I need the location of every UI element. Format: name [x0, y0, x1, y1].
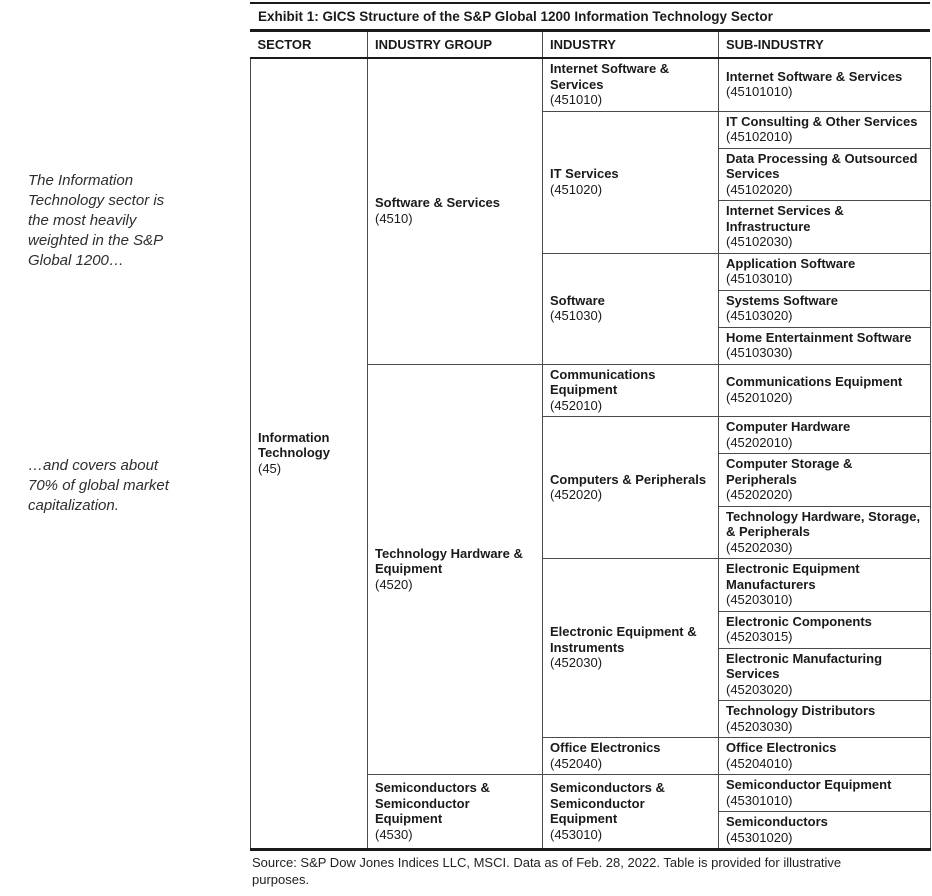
- sub-industry-cell-name: Technology Distributors: [726, 703, 876, 718]
- industry-cell-code: (452020): [550, 487, 603, 502]
- column-header-industry: INDUSTRY: [543, 32, 719, 58]
- industry-group-cell-name: Software & Services: [375, 195, 501, 211]
- industry-cell-name: Software: [550, 292, 605, 308]
- sub-industry-cell-name: Computer Hardware: [726, 419, 851, 434]
- sub-industry-cell: [719, 559, 931, 612]
- industry-group-cell: [368, 775, 543, 850]
- industry-cell: [543, 775, 719, 850]
- sub-industry-cell: [719, 327, 931, 364]
- sub-industry-cell: [719, 454, 931, 507]
- sub-industry-cell-name: Electronic Components: [726, 613, 872, 629]
- sub-industry-cell-name: Office Electronics: [726, 740, 837, 755]
- sub-industry-cell-code: (45102020): [726, 181, 793, 197]
- sub-industry-cell: [719, 738, 931, 775]
- sub-industry-cell-code: (45203010): [726, 592, 793, 607]
- sub-industry-cell-name: Home Entertainment Software: [726, 329, 912, 345]
- sub-industry-cell-code: (45203015): [726, 629, 793, 644]
- sub-industry-cell-code: (45102030): [726, 234, 793, 249]
- sub-industry-cell-code: (45102010): [726, 129, 793, 144]
- header-row: [251, 32, 931, 58]
- table-row: [251, 58, 931, 111]
- sub-industry-cell-code: (45301010): [726, 792, 793, 808]
- industry-cell: [543, 417, 719, 559]
- sub-industry-cell-name: IT Consulting & Other Services: [726, 113, 918, 129]
- sub-industry-cell-name: Internet Services & Infrastructure: [726, 203, 844, 234]
- sub-industry-cell-name: Electronic Manufacturing Services: [726, 650, 883, 681]
- sub-industry-cell-name: Semiconductors: [726, 814, 828, 829]
- sub-industry-cell-name: Systems Software: [726, 292, 838, 308]
- sub-industry-cell-name: Application Software: [726, 255, 856, 271]
- sub-industry-cell: [719, 775, 931, 812]
- gics-table-body: [251, 58, 931, 850]
- industry-cell-name: IT Services: [550, 166, 619, 181]
- sub-industry-cell: [719, 417, 931, 454]
- industry-cell: [543, 738, 719, 775]
- industry-group-cell-name: Technology Hardware & Equipment: [375, 545, 523, 576]
- column-header-industry-group: INDUSTRY GROUP: [368, 32, 543, 58]
- industry-group-cell-code: (4520): [375, 576, 413, 592]
- exhibit-1: [250, 2, 930, 888]
- industry-group-cell-code: (4510): [375, 210, 413, 226]
- industry-cell-code: (451020): [550, 181, 603, 197]
- sub-industry-cell: [719, 290, 931, 327]
- sub-industry-cell-name: Technology Hardware, Storage, & Peripherals: [726, 508, 921, 539]
- sub-industry-cell: [719, 701, 931, 738]
- industry-cell: [543, 253, 719, 364]
- industry-cell-code: (451030): [550, 308, 603, 323]
- industry-group-cell: [368, 58, 543, 364]
- sub-industry-cell-code: (45101010): [726, 84, 793, 100]
- sub-industry-cell-name: Electronic Equipment Manufacturers: [726, 561, 860, 592]
- industry-cell-name: Office Electronics: [550, 740, 661, 755]
- sub-industry-cell: [719, 611, 931, 648]
- sub-industry-cell-code: (45203030): [726, 718, 793, 734]
- industry-cell-name: Internet Software & Services: [550, 61, 670, 92]
- gics-table-header: [251, 32, 931, 58]
- sub-industry-cell-name: Internet Software & Services: [726, 68, 903, 84]
- sub-industry-cell-code: (45103020): [726, 308, 793, 323]
- sub-industry-cell-code: (45103030): [726, 345, 793, 360]
- sub-industry-cell: [719, 111, 931, 148]
- sub-industry-cell: [719, 812, 931, 850]
- industry-cell-code: (452030): [550, 655, 603, 671]
- industry-cell-code: (452040): [550, 755, 603, 771]
- industry-cell-code: (453010): [550, 826, 603, 842]
- sub-industry-cell: [719, 648, 931, 701]
- industry-cell-name: Computers & Peripherals: [550, 471, 707, 487]
- industry-cell-name: Communications Equipment: [550, 366, 656, 397]
- sub-industry-cell-code: (45103010): [726, 271, 793, 286]
- exhibit-title: Exhibit 1: GICS Structure of the S&P Global 1200 Information Technology Sector: [250, 2, 930, 32]
- sub-industry-cell-code: (45301020): [726, 829, 793, 845]
- industry-cell: [543, 559, 719, 738]
- sub-industry-cell-code: (45203020): [726, 681, 793, 697]
- sub-industry-cell-name: Data Processing & Outsourced Services: [726, 150, 918, 181]
- sector-cell-code: (45): [258, 460, 282, 476]
- sub-industry-cell-name: Semiconductor Equipment: [726, 777, 892, 792]
- industry-group-cell-code: (4530): [375, 826, 413, 842]
- sub-industry-cell: [719, 253, 931, 290]
- sub-industry-cell-code: (45202030): [726, 539, 793, 555]
- sub-industry-cell: [719, 506, 931, 559]
- sub-industry-cell-code: (45202010): [726, 434, 793, 450]
- sub-industry-cell-code: (45202020): [726, 487, 793, 502]
- source-note: Source: S&P Dow Jones Indices LLC, MSCI. Data as of Feb. 28, 2022. Table is provided for illustrative purposes.: [252, 855, 842, 887]
- industry-cell: [543, 111, 719, 253]
- margin-note-coverage: …and covers about 70% of global market capitalization.: [28, 457, 169, 514]
- margin-note-weighting: The Information Technology sector is the most heavily weighted in the S&P Global 1200…: [28, 172, 165, 269]
- gics-table: [250, 32, 931, 851]
- industry-cell-name: Semiconductors & Semiconductor Equipment: [550, 780, 665, 826]
- sub-industry-cell-code: (45201020): [726, 389, 793, 405]
- sub-industry-cell-name: Computer Storage & Peripherals: [726, 456, 853, 487]
- sector-cell: [251, 58, 368, 850]
- sub-industry-cell-name: Communications Equipment: [726, 374, 903, 390]
- column-header-sector: SECTOR: [251, 32, 368, 58]
- column-header-sub-industry: SUB-INDUSTRY: [719, 32, 931, 58]
- industry-group-cell: [368, 364, 543, 775]
- industry-cell-name: Electronic Equipment & Instruments: [550, 624, 697, 655]
- sub-industry-cell: [719, 58, 931, 111]
- sub-industry-cell: [719, 201, 931, 254]
- sub-industry-cell-code: (45204010): [726, 755, 793, 771]
- industry-cell-code: (451010): [550, 92, 603, 107]
- sub-industry-cell: [719, 364, 931, 417]
- sector-cell-name: Information Technology: [258, 429, 330, 461]
- sub-industry-cell: [719, 148, 931, 201]
- industry-group-cell-name: Semiconductors & Semiconductor Equipment: [375, 780, 490, 826]
- industry-cell: [543, 364, 719, 417]
- industry-cell: [543, 58, 719, 111]
- industry-cell-code: (452010): [550, 397, 603, 413]
